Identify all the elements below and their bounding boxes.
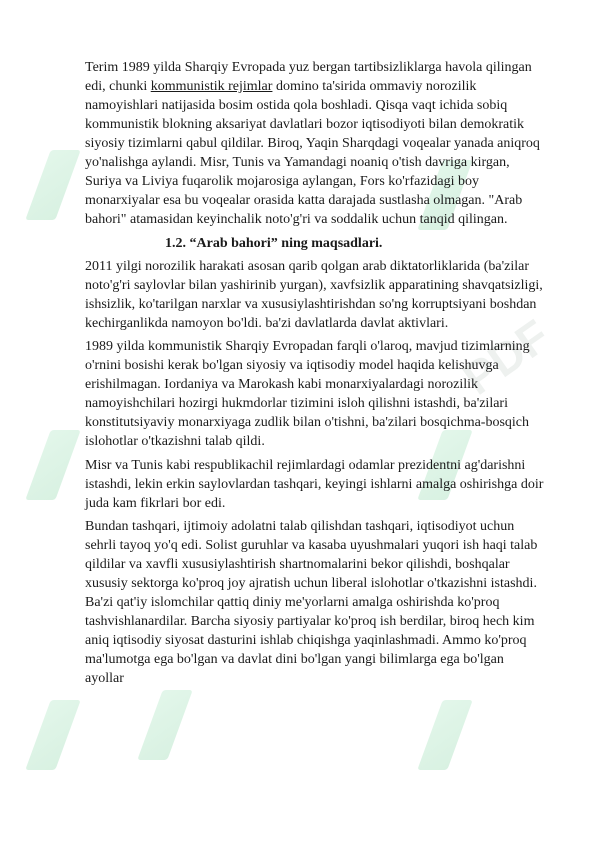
paragraph-2: 2011 yilgi norozilik harakati asosan qarib qolgan arab diktatorliklarida (ba'zilar noto'g'ri saylovlar bilan yashirinib yurgan), xavfsizlik apparatining shavqatsizligi, ishsizlik, ko'tarilgan narxlar va xususiylashtirishdan so'ng korruptsiyani boshdan kechirganlikda namoyon bo'ldi. ba'zi davlatlarda davlat aktivlari. xyxy=(85,258,543,331)
watermark-logo-mark xyxy=(417,700,472,770)
document-page xyxy=(85,58,545,693)
watermark-text: PDF xyxy=(453,309,559,405)
watermark-logo-mark xyxy=(25,430,80,500)
watermark-logo-mark xyxy=(25,700,80,770)
paragraph-4: Misr va Tunis kabi respublikachil rejimlardagi odamlar prezidentni ag'darishni istashdi, lekin erkin saylovlardan tashqari, keyingi ishlarni amalga oshirishga doir juda kam fikrlari bor edi. xyxy=(85,457,544,511)
watermark-logo-mark xyxy=(25,150,80,220)
kommunistik-rejimlar-link[interactable]: kommunistik rejimlar xyxy=(150,79,273,94)
watermark-logo-mark xyxy=(137,690,192,760)
section-heading: 1.2. “Arab bahori” ning maqsadlari. xyxy=(165,235,383,251)
paragraph-1 xyxy=(85,58,545,229)
paragraph-3: 1989 yilda kommunistik Sharqiy Evropadan farqli o'laroq, mavjud tizimlarning o'rnini bosishi kerak bo'lgan siyosiy va iqtisodiy model haqida kelishuvga erishilmagan. Iordaniya va Marokash kabi monarxiyalardagi norozilik namoyishchilari hozirgi hukmdorlar tizimini isloh qilishni istashdi, ba'zilari konstitutsiyaviy monarxiyaga zudlik bilan o'tishni, ba'zilari bosqichma-bosqich islohotlar o'tkazishni talab qildi. xyxy=(85,339,530,449)
paragraph-1-text-start: Terim 1989 yilda Sharqiy Evropada yuz bergan tartibsizliklarga havola qilingan edi, chunki xyxy=(85,60,532,94)
paragraph-1-text-end: domino ta'sirida ommaviy norozilik namoyishlari natijasida bosim ostida qola boshladi. Qisqa vaqt ichida sobiq kommunistik blokning aksariyat davlatlari bozor iqtisodiyoti bilan demokratik siyosiy tizimlarni qabul qildilar. Biroq, Yaqin Sharqdagi voqealar yanada aniqroq yo'nalishga aylandi. Misr, Tunis va Yamandagi noaniq o'tish davriga kirgan, Suriya va Liviya fuqarolik mojarosiga aylangan, Fors ko'rfazidagi boy monarxiyalar esa bu voqealar orasida katta darajada sustlasha olmagan. "Arab bahori" atamasidan keyinchalik noto'g'ri va soddalik uchun tanqid qilingan. xyxy=(85,79,540,227)
paragraph-5: Bundan tashqari, ijtimoiy adolatni talab qilishdan tashqari, iqtisodiyot uchun sehrli tayoq yo'q edi. Solist guruhlar va kasaba uyushmalari yuqori ish haqi talab qildilar va xavfli xususiylashtirish shartnomalarini bekor qilishdi, boshqalar xususiy sektorga ko'proq joy ajratish uchun liberal islohotlar o'tkazishni istashdi. Ba'zi qat'iy islomchilar qattiq diniy me'yorlarni amalga oshirishda ko'proq tashvishlanardilar. Barcha siyosiy partiyalar ko'proq ish berdilar, biroq hech kim aniq iqtisodiy siyosat dasturini ishlab chiqishga yaqinlashmadi. Ammo ko'proq ma'lumotga ega bo'lgan va davlat dini bo'lgan yangi bilimlarga ega bo'lgan ayollar xyxy=(85,519,538,686)
